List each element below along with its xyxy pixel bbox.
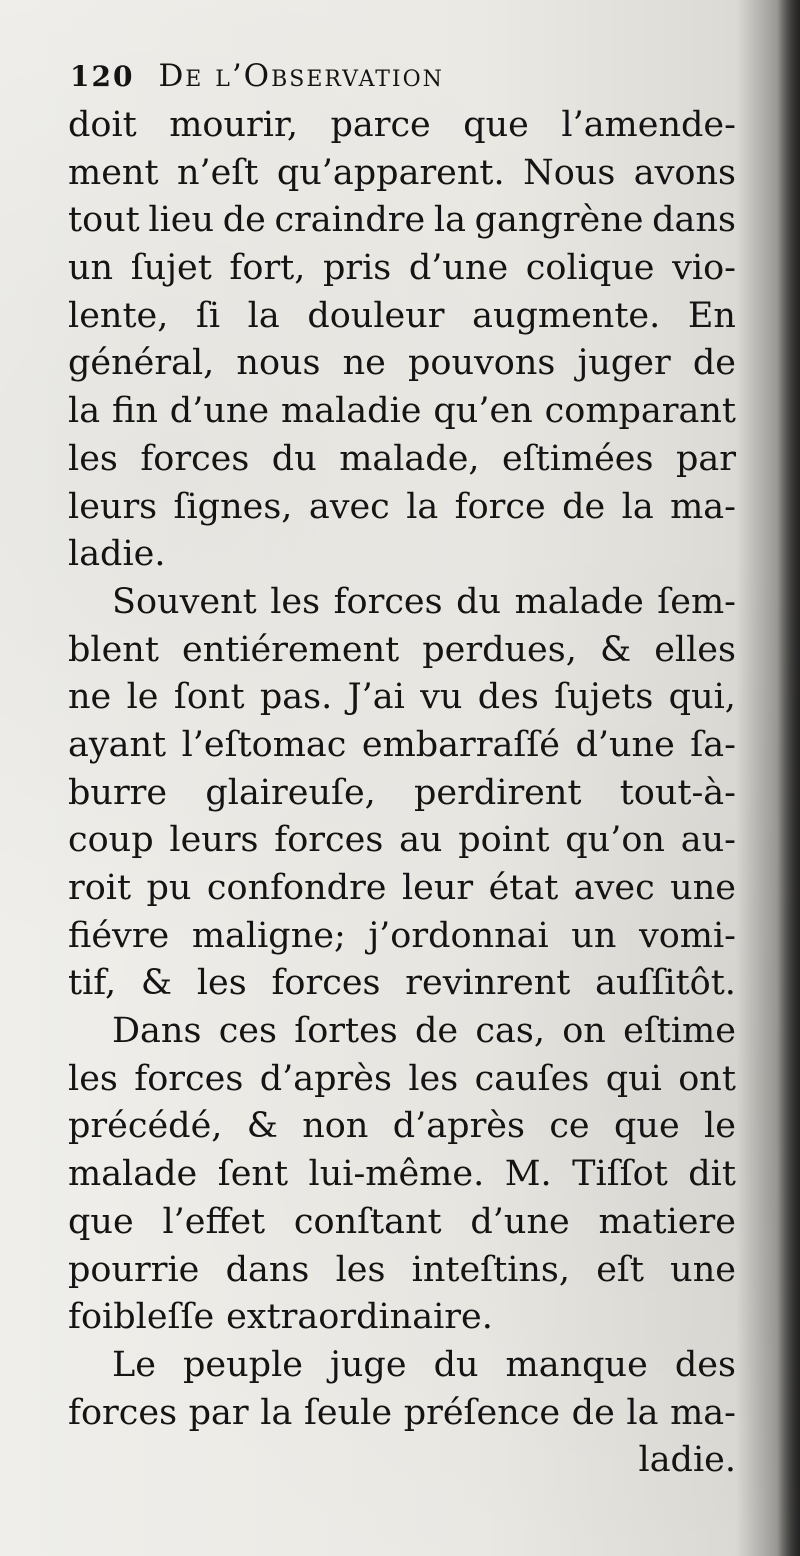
word: ces <box>218 1011 277 1052</box>
text-line <box>68 1247 736 1295</box>
text-line <box>68 531 736 579</box>
text-line <box>68 865 736 913</box>
word: maligne; <box>191 915 346 956</box>
word: elles <box>654 629 736 670</box>
word: entiérement <box>182 629 400 670</box>
word: qu’en <box>433 391 533 432</box>
word: ma- <box>670 486 736 527</box>
text-line <box>68 913 736 961</box>
word: burre <box>68 772 168 813</box>
word: M. <box>504 1154 552 1195</box>
word: de <box>571 1392 615 1433</box>
word: J’ai <box>347 677 405 718</box>
word: qu’on <box>565 820 665 861</box>
word: ma- <box>670 1392 736 1433</box>
word: un <box>571 915 617 956</box>
word: comparant <box>544 391 736 432</box>
word: gangrène <box>474 200 644 241</box>
word: des <box>477 677 539 718</box>
word: avons <box>633 152 736 193</box>
word: matiere <box>598 1201 736 1242</box>
word: pouvons <box>408 343 556 384</box>
word: lente, <box>68 295 169 336</box>
word: confondre <box>206 868 387 908</box>
word: force <box>454 486 546 527</box>
word: forces <box>271 963 381 1004</box>
word: qui <box>605 1058 662 1099</box>
text-line <box>68 293 736 341</box>
word: revinrent <box>405 963 571 1004</box>
word: perdues, <box>422 629 577 670</box>
word: pris <box>322 248 392 289</box>
word: ſont <box>173 677 245 718</box>
word: colique <box>525 248 655 289</box>
word: ne <box>342 343 386 384</box>
word: tif, <box>68 963 117 1004</box>
word: leurs <box>68 486 158 527</box>
text-line <box>68 627 736 675</box>
text-line <box>68 817 736 865</box>
word: vomi- <box>638 915 736 956</box>
text-line <box>68 1151 736 1199</box>
word: auſſitôt. <box>595 963 736 1004</box>
word: général, <box>68 343 215 384</box>
body-text <box>68 102 736 1485</box>
word: que <box>614 1106 680 1147</box>
word: En <box>687 295 736 336</box>
word: les <box>68 1058 118 1099</box>
word: ladie. <box>638 1440 736 1481</box>
word: une <box>670 1249 736 1290</box>
word: que <box>463 105 529 145</box>
word: ſujets <box>554 677 654 718</box>
text-line <box>68 1437 736 1485</box>
word: maladie <box>281 391 422 432</box>
word: un <box>68 248 114 289</box>
word: la <box>626 1392 659 1433</box>
word: ſujet <box>130 248 212 289</box>
word: point <box>458 820 550 861</box>
word: ſi <box>195 295 221 336</box>
word: de <box>415 1011 459 1052</box>
word: embarraſſé <box>361 724 560 765</box>
word: vio- <box>672 248 736 289</box>
word: que <box>68 1201 134 1242</box>
word: pourrie <box>68 1249 200 1290</box>
word: les <box>408 1058 459 1099</box>
word: état <box>488 868 559 908</box>
word: Nous <box>523 152 616 193</box>
word: on <box>562 1011 606 1052</box>
text-line <box>68 674 736 722</box>
text-line <box>68 1103 736 1151</box>
word: l’amende- <box>561 105 736 145</box>
word: ayant <box>68 724 167 765</box>
word: mourir, <box>169 105 298 145</box>
running-title: De l’Observation <box>158 58 444 94</box>
word: juge <box>330 1344 407 1385</box>
word: cauſes <box>474 1058 590 1099</box>
text-line <box>68 1056 736 1104</box>
word: le <box>126 677 159 718</box>
word: qui, <box>668 677 736 718</box>
word: le <box>704 1106 736 1147</box>
word: tout <box>68 200 140 241</box>
word: précédé, <box>68 1106 223 1147</box>
word: l’effet <box>162 1201 266 1242</box>
word: tout-à- <box>619 772 736 813</box>
word: les <box>196 963 247 1004</box>
word: la <box>433 200 466 241</box>
word: la <box>260 1392 293 1433</box>
word: ſa- <box>690 724 736 765</box>
word: & <box>140 963 173 1004</box>
word: d’après <box>259 1058 392 1099</box>
word: ſent <box>217 1154 289 1195</box>
word: Souvent <box>112 581 257 622</box>
text-line <box>68 197 736 245</box>
word: eſtimées <box>501 438 654 479</box>
word: & <box>246 1106 278 1147</box>
text-line <box>68 1390 736 1438</box>
text-line <box>68 579 736 627</box>
word: ne <box>68 677 112 718</box>
word: ſortes <box>294 1011 398 1052</box>
text-line <box>68 150 736 198</box>
word: qu’apparent. <box>276 152 505 193</box>
word: manque <box>505 1344 648 1385</box>
word: conſtant <box>293 1201 442 1242</box>
word: la <box>406 486 439 527</box>
word: du <box>456 581 502 622</box>
word: des <box>674 1344 736 1385</box>
word: d’une <box>408 248 509 289</box>
text-line <box>68 245 736 293</box>
word: ment <box>68 152 159 193</box>
word: la <box>247 295 280 336</box>
word: au <box>399 820 443 861</box>
text-line <box>68 102 736 150</box>
word: blent <box>68 629 159 670</box>
word: pu <box>146 868 192 908</box>
word: ſem- <box>657 581 736 622</box>
word: juger <box>577 343 671 384</box>
word: de <box>222 200 266 241</box>
text-line <box>68 722 736 770</box>
word: par <box>675 438 736 479</box>
word: dit <box>688 1154 736 1195</box>
text-line <box>68 1294 736 1342</box>
word: d’une <box>470 1201 570 1242</box>
word: fort, <box>229 248 306 289</box>
word: augmente. <box>472 295 661 336</box>
text-line <box>68 960 736 1008</box>
word: une <box>670 868 736 908</box>
word: coup <box>68 820 154 861</box>
word: malade, <box>339 438 480 479</box>
word: lui-même. <box>308 1154 485 1195</box>
word: foibleſſe <box>68 1297 215 1338</box>
word: inteſtins, <box>411 1249 571 1290</box>
word: au- <box>680 820 736 861</box>
text-line <box>68 1199 736 1247</box>
word: forces <box>274 820 384 861</box>
word: fin <box>111 391 158 432</box>
word: avec <box>308 486 390 527</box>
word: j’ordonnai <box>368 915 549 956</box>
word: leurs <box>169 820 259 861</box>
page-number: 120 <box>70 60 135 93</box>
word: perdirent <box>414 772 582 813</box>
word: la <box>621 486 654 527</box>
word: ladie. <box>68 534 166 575</box>
word: les <box>68 438 118 479</box>
page-edge-shadow <box>778 0 800 1556</box>
word: parce <box>330 105 431 145</box>
word: avec <box>573 868 655 908</box>
word: forces <box>134 1058 244 1099</box>
word: roit <box>68 868 132 908</box>
word: préſence <box>403 1392 561 1433</box>
word: de <box>692 343 736 384</box>
word: fiévre <box>68 915 170 956</box>
word: du <box>271 438 317 479</box>
text-line <box>68 436 736 484</box>
word: cas, <box>475 1011 545 1052</box>
word: ont <box>678 1058 736 1099</box>
word: dans <box>652 200 736 241</box>
word: craindre <box>274 200 426 241</box>
word: Le <box>112 1344 156 1385</box>
running-header <box>70 58 444 100</box>
text-line <box>68 1008 736 1056</box>
text-line <box>68 484 736 532</box>
word: peuple <box>183 1344 303 1385</box>
word: nous <box>236 343 321 384</box>
word: d’une <box>169 391 270 432</box>
word: pas. <box>259 677 333 718</box>
text-line <box>68 340 736 388</box>
word: doit <box>68 105 137 145</box>
word: non <box>302 1106 369 1147</box>
word: du <box>433 1344 479 1385</box>
word: Tiſſot <box>572 1154 668 1195</box>
word: forces <box>68 1392 178 1433</box>
word: eſtime <box>623 1011 736 1052</box>
word: n’eſt <box>176 152 259 193</box>
word: dans <box>225 1249 310 1290</box>
word: eſt <box>596 1249 644 1290</box>
word: forces <box>140 438 250 479</box>
word: d’après <box>392 1106 525 1147</box>
word: de <box>562 486 606 527</box>
word: lieu <box>148 200 215 241</box>
word: forces <box>333 581 443 622</box>
text-line <box>68 1342 736 1390</box>
word: ſeule <box>303 1392 393 1433</box>
word: ce <box>549 1106 590 1147</box>
word: douleur <box>307 295 445 336</box>
text-line <box>68 388 736 436</box>
word: les <box>270 581 321 622</box>
text-line <box>68 770 736 818</box>
word: leur <box>401 868 474 908</box>
word: l’eſtomac <box>181 724 347 765</box>
word: par <box>188 1392 249 1433</box>
word: vu <box>420 677 463 718</box>
word: la <box>68 391 101 432</box>
word: Dans <box>112 1011 202 1052</box>
word: malade <box>514 581 644 622</box>
word: malade <box>68 1154 198 1195</box>
word: extraordinaire. <box>226 1297 493 1338</box>
word: & <box>599 629 632 670</box>
word: les <box>335 1249 386 1290</box>
word: ſignes, <box>173 486 293 527</box>
word: glaireuſe, <box>205 772 376 813</box>
word: d’une <box>575 724 675 765</box>
